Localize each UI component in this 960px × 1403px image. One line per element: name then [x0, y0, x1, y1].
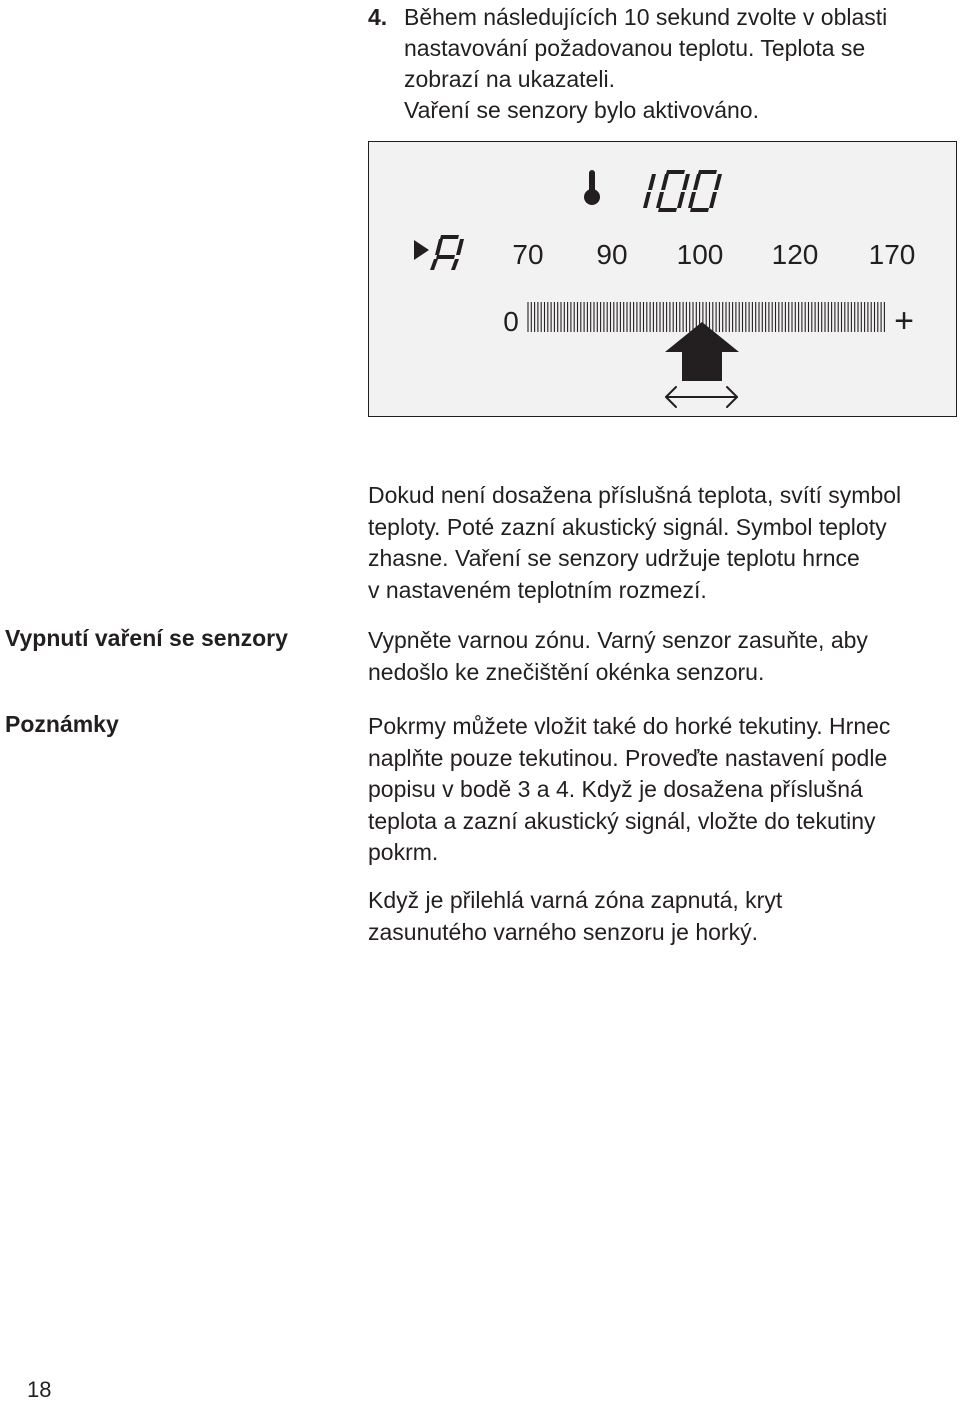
- paragraph-line: Když je přilehlá varná zóna zapnutá, kryt: [368, 887, 783, 913]
- step-line: zobrazí na ukazateli.: [404, 66, 615, 92]
- step-text: [404, 2, 953, 126]
- play-triangle-icon: [414, 240, 429, 260]
- readout-digit-0: [656, 170, 690, 212]
- scale-label-70: 70: [512, 239, 544, 270]
- paragraph-line: popisu v bodě 3 a 4. Když je dosažena příslušná: [368, 776, 863, 802]
- control-panel-illustration: [368, 141, 957, 417]
- paragraph-line: teplota a zazní akustický signál, vložte do tekutiny: [368, 807, 876, 834]
- scale-label-90: 90: [596, 239, 628, 270]
- slider-min-label: 0: [503, 306, 519, 337]
- paragraph-line: zasunutého varného senzoru je horký.: [368, 918, 758, 945]
- step-number: 4.: [368, 4, 388, 30]
- scale-label-100: 100: [676, 239, 724, 270]
- thermometer-icon: [584, 170, 600, 205]
- section-heading-turn-off: Vypnutí vaření se senzory: [5, 625, 288, 651]
- scale-label-120: 120: [771, 239, 819, 270]
- step-line: nastavování požadovanou teplotu. Teplota se: [404, 35, 866, 61]
- temperature-readout: [643, 170, 722, 212]
- page-number: 18: [27, 1377, 52, 1402]
- paragraph-line: zhasne. Vaření se senzory udržuje teplotu hrnce: [368, 545, 860, 571]
- notes-paragraph-1: [368, 711, 960, 869]
- paragraph-line: Dokud není dosažena příslušná teplota, svítí symbol: [368, 482, 902, 508]
- step-line: Vaření se senzory bylo aktivováno.: [404, 97, 759, 123]
- paragraph-line: naplňte pouze tekutinou. Proveďte nastavení podle: [368, 744, 888, 771]
- readout-digit-1: [643, 174, 656, 208]
- notes-paragraph-2: [368, 885, 960, 948]
- step-line: Během následujících 10 sekund zvolte v oblasti: [404, 4, 888, 30]
- paragraph-line: Pokrmy můžete vložit také do horké tekutiny. Hrnec: [368, 713, 891, 739]
- paragraph-line: teploty. Poté zazní akustický signál. Symbol teploty: [368, 513, 887, 540]
- readout-digit-0: [688, 170, 722, 212]
- slider-max-label: +: [894, 302, 914, 340]
- double-headed-arrow-icon: [666, 387, 737, 407]
- paragraph-line: Vypněte varnou zónu. Varný senzor zasuňte, aby: [368, 627, 868, 653]
- paragraph-line: pokrm.: [368, 839, 439, 865]
- paragraph-line: nedošlo ke znečištění okénka senzoru.: [368, 658, 765, 685]
- turn-off-paragraph: [368, 625, 960, 688]
- intro-paragraph: [368, 480, 960, 606]
- scale-label-170: 170: [868, 239, 916, 270]
- control-panel-svg: [369, 142, 958, 418]
- zone-indicator-a: [430, 235, 464, 270]
- section-heading-notes: Poznámky: [5, 711, 119, 737]
- paragraph-line: v nastaveném teplotním rozmezí.: [368, 576, 707, 603]
- step-4: [368, 2, 953, 126]
